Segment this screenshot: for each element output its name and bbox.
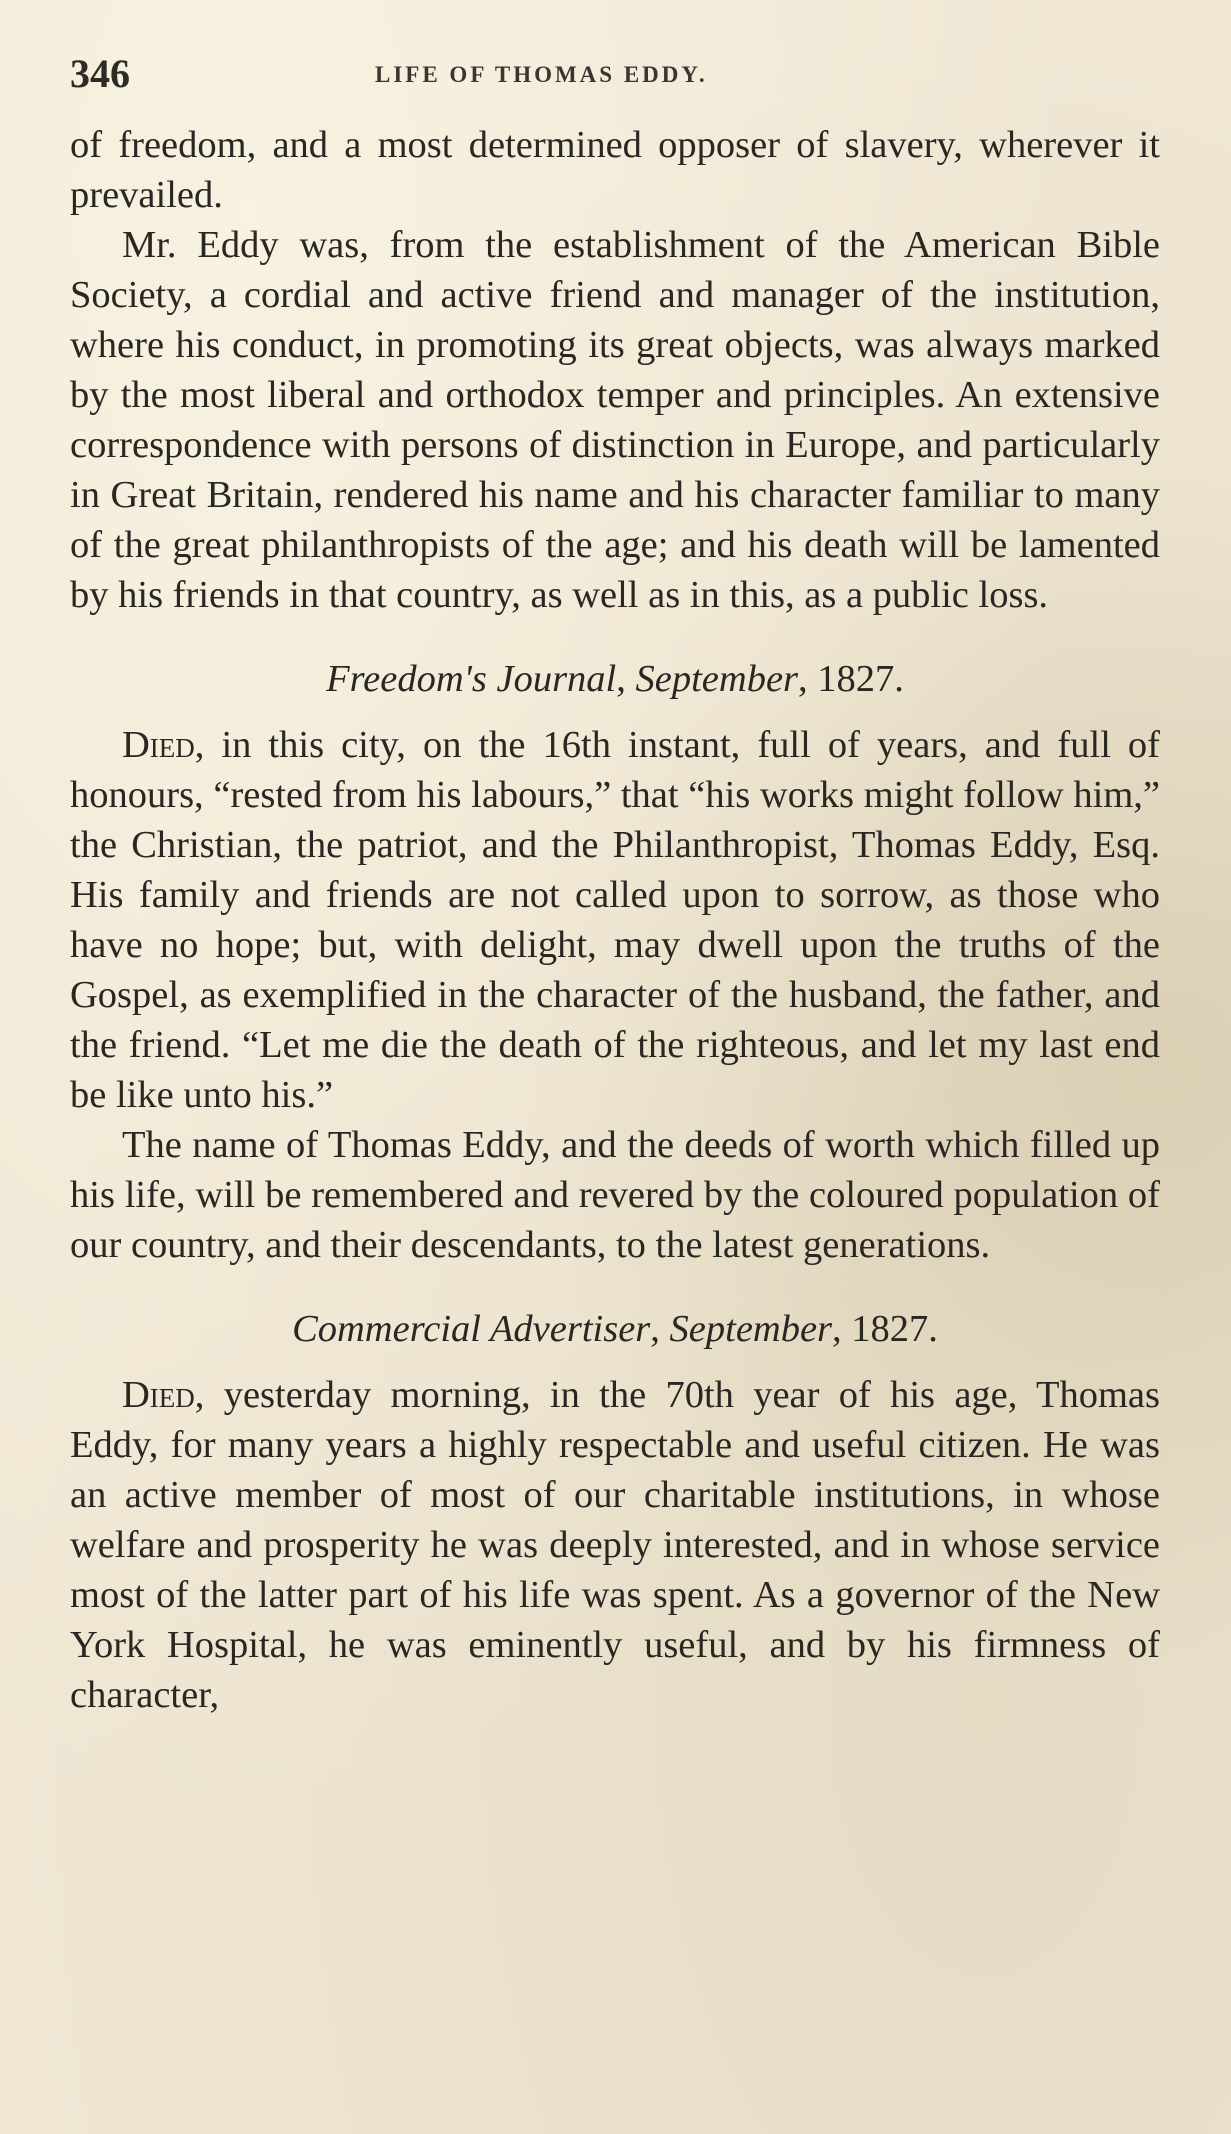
source-year: 1827.	[817, 658, 904, 700]
source-title: Commercial Advertiser	[292, 1308, 651, 1350]
paragraph-name-remembered: The name of Thomas Eddy, and the deeds of worth which filled up his life, will be remembered and revered by the coloured population of our country, and their descendants, to the latest generations.	[70, 1124, 1160, 1266]
lead-word: Died	[122, 724, 195, 766]
source-month: September	[669, 1308, 833, 1350]
page-number: 346	[70, 51, 130, 96]
book-page	[70, 50, 1160, 1720]
paragraph-freedom: of freedom, and a most determined opposer of slavery, wherever it prevailed.	[70, 124, 1160, 216]
paragraph-bible-society: Mr. Eddy was, from the establishment of the American Bible Society, a cordial and active friend and manager of the institution, where his conduct, in promoting its great objects, was always marked by the most liberal and orthodox temper and principles. An extensive correspondence with persons of distinction in Europe, and particularly in Great Britain, rendered his name and his character familiar to many of the great philanthropists of the age; and his death will be lamented by his friends in that country, as well as in this, as a public loss.	[70, 224, 1160, 616]
paragraph-body: , in this city, on the 16th instant, full of years, and full of honours, “rested from his labours,” that “his works might follow him,” the Christian, the patriot, and the Philanthropist, Thomas Eddy, Esq. His family and friends are not called upon to sorrow, as those who have no hope; but, with delight, may dwell upon the truths of the Gospel, as exemplified in the character of the husband, the father, and the friend. “Let me die the death of the righteous, and let my last end be like unto his.”	[70, 724, 1160, 1116]
paragraph-died-yesterday	[70, 1370, 1160, 1720]
source-year: 1827.	[851, 1308, 938, 1350]
source-heading-freedoms-journal: Freedom's Journal, September, 1827.	[326, 658, 904, 700]
paragraph-died-city	[70, 720, 1160, 1120]
running-head	[70, 50, 1160, 100]
paragraph-body: , yesterday morning, in the 70th year of his age, Thomas Eddy, for many years a highly respectable and useful citizen. He was an active member of most of our charitable institutions, in whose welfare and prosperity he was deeply interested, and in whose service most of the latter part of his life was spent. As a governor of the New York Hospital, he was eminently useful, and by his firmness of character,	[70, 1374, 1160, 1716]
source-heading-commercial-advertiser: Commercial Advertiser, September, 1827.	[292, 1308, 938, 1350]
source-month: September	[635, 658, 799, 700]
lead-word: Died	[122, 1374, 195, 1416]
running-title: LIFE OF THOMAS EDDY.	[375, 62, 708, 87]
source-title: Freedom's Journal	[326, 658, 617, 700]
